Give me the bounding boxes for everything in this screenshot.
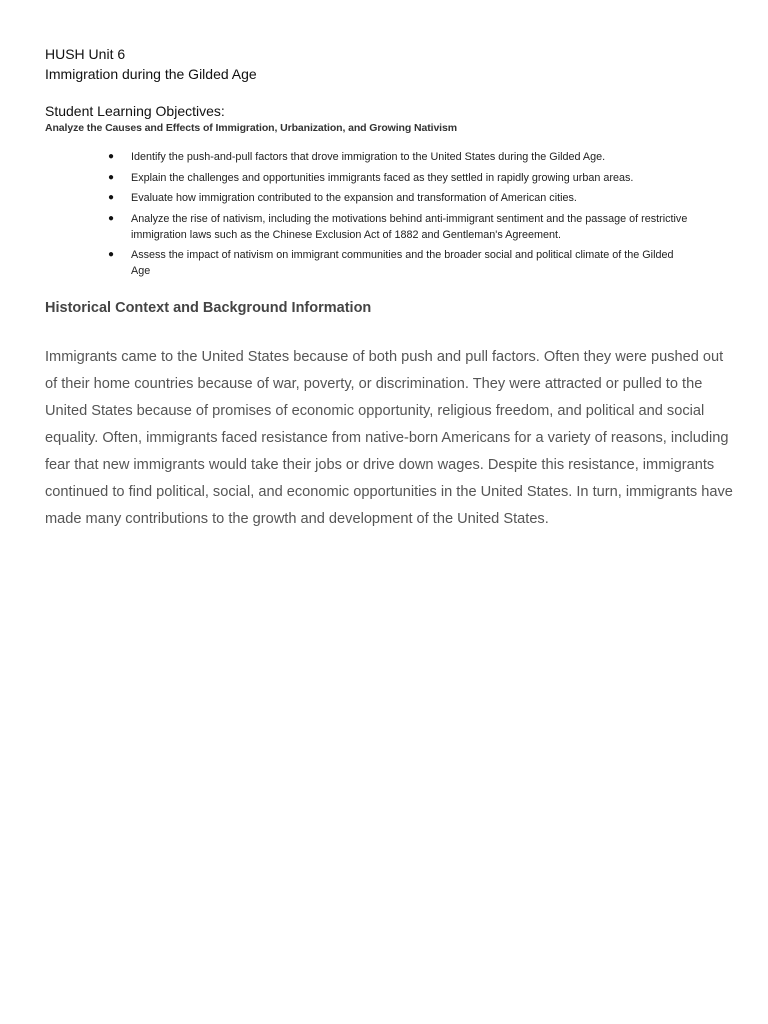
objectives-subtitle: Analyze the Causes and Effects of Immigration, Urbanization, and Growing Nativism [45,122,457,134]
list-item [108,149,691,165]
objective-text: Analyze the rise of nativism, including the motivations behind anti-immigrant sentiment and the passage of restrictive immigration laws such as the Chinese Exclusion Act of 1882 and Gentleman's Agreement. [131,212,688,241]
objectives-list [45,149,725,279]
bullet-icon: ● [108,151,115,162]
objective-text: Identify the push-and-pull factors that drove immigration to the United States during the Gilded Age. [131,151,606,163]
objective-text: Assess the impact of nativism on immigrant communities and the broader social and political climate of the Gilded Age [131,249,674,277]
objective-text: Evaluate how immigration contributed to the expansion and transformation of American cities. [131,192,577,204]
unit-title: Immigration during the Gilded Age [45,66,257,82]
document-page [45,44,733,548]
bullet-icon: ● [108,212,115,224]
list-item [108,211,691,243]
course-label: HUSH Unit 6 [45,46,126,62]
context-heading: Historical Context and Background Information [45,300,372,316]
objective-text: Explain the challenges and opportunities immigrants faced as they settled in rapidly growing urban areas. [131,171,634,184]
list-item [108,247,691,279]
list-item [108,190,691,206]
list-item [108,170,691,186]
bullet-icon: ● [108,171,115,183]
context-paragraph: Immigrants came to the United States because of both push and pull factors. Often they were pushed out of their home countries because of war, poverty, or discrimination. They were attracted or pulled to the United States because of promises of economic opportunity, religious freedom, and political and social equality. Often, immigrants faced resistance from native-born Americans for a variety of reasons, including fear that new immigrants would take their jobs or drive down wages. Despite this resistance, immigrants continued to find political, social, and economic opportunities in the United States. In turn, immigrants have made many contributions to the growth and development of the United States. [45,349,733,527]
objectives-heading: Student Learning Objectives: [45,103,225,119]
bullet-icon: ● [108,249,115,260]
bullet-icon: ● [108,192,115,203]
